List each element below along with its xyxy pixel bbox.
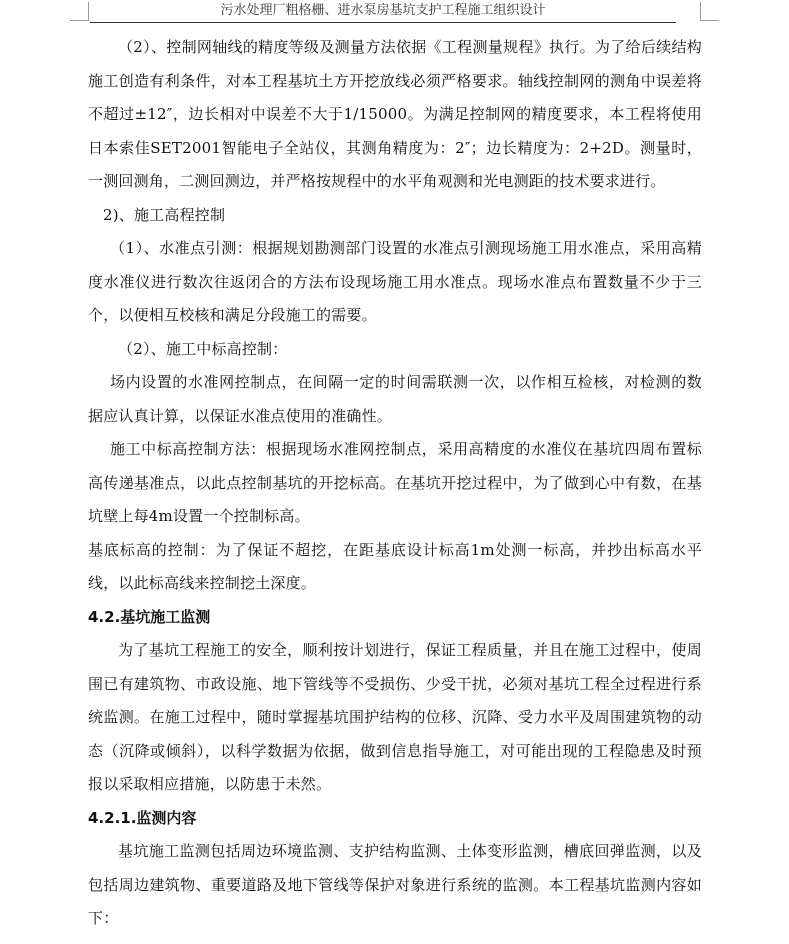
section-elevation-control-title: 2)、施工高程控制 xyxy=(103,205,226,224)
paragraph-benchmark-survey: （1）、水准点引测：根据规划勘测部门设置的水准点引测现场施工用水准点，采用高精度水准仪进行数次往返闭合的方法布设现场施工用水准点。现场水准点布置数量不少于三个，以便相互校核和满足分段施工的需要。 xyxy=(88,239,702,324)
paragraph-base-elevation-control: 基底标高的控制：为了保证不超挖，在距基底设计标高1m处测一标高，并抄出标高水平线，以此标高线来控制挖土深度。 xyxy=(88,540,702,592)
section-heading-foundation-monitoring: 4.2.基坑施工监测 xyxy=(88,607,211,626)
paragraph-benchmark-network: 场内设置的水准网控制点，在间隔一定的时间需联测一次，以作相互检核，对检测的数据应认真计算，以保证水准点使用的准确性。 xyxy=(88,373,702,425)
paragraph-monitoring-purpose: 为了基坑工程施工的安全，顺利按计划进行，保证工程质量，并且在施工过程中，使周围已有建筑物、市政设施、地下管线等不受损伤、少受干扰，必须对基坑工程全过程进行系统监测。在施工过程中，随时掌握基坑围护结构的位移、沉降、受力水平及周围建筑物的动态（沉降或倾斜），以科学数据为依据，做到信息指导施工，对可能出现的工程隐患及时预报以采取相应措施，以防患于未然。 xyxy=(88,641,702,793)
crop-mark-top-left xyxy=(70,2,89,21)
crop-mark-top-right xyxy=(700,2,719,21)
page-header: 污水处理厂粗格栅、进水泵房基坑支护工程施工组织设计 xyxy=(90,0,676,23)
section-heading-monitoring-content: 4.2.1.监测内容 xyxy=(88,808,197,827)
paragraph-elevation-control-subtitle: （2）、施工中标高控制： xyxy=(118,339,288,358)
paragraph-monitoring-content: 基坑施工监测包括周边环境监测、支护结构监测、土体变形监测，槽底回弹监测，以及包括周边建筑物、重要道路及地下管线等保护对象进行系统的监测。本工程基坑监测内容如下： xyxy=(88,842,702,927)
document-body xyxy=(88,31,702,936)
paragraph-control-network-accuracy: （2）、控制网轴线的精度等级及测量方法依据《工程测量规程》执行。为了给后续结构施工创造有利条件，对本工程基坑土方开挖放线必须严格要求。轴线控制网的测角中误差将不超过±12″，边长相对中误差不大于1/15000。为满足控制网的精度要求，本工程将使用日本索佳SET2001智能电子全站仪，其测角精度为：2″；边长精度为：2+2D。测量时，一测回测角，二测回测边，并严格按规程中的水平角观测和光电测距的技术要求进行。 xyxy=(88,38,702,190)
paragraph-elevation-control-method: 施工中标高控制方法：根据现场水准网控制点，采用高精度的水准仪在基坑四周布置标高传递基准点，以此点控制基坑的开挖标高。在基坑开挖过程中，为了做到心中有数，在基坑壁上每4m设置一个控制标高。 xyxy=(88,440,702,525)
